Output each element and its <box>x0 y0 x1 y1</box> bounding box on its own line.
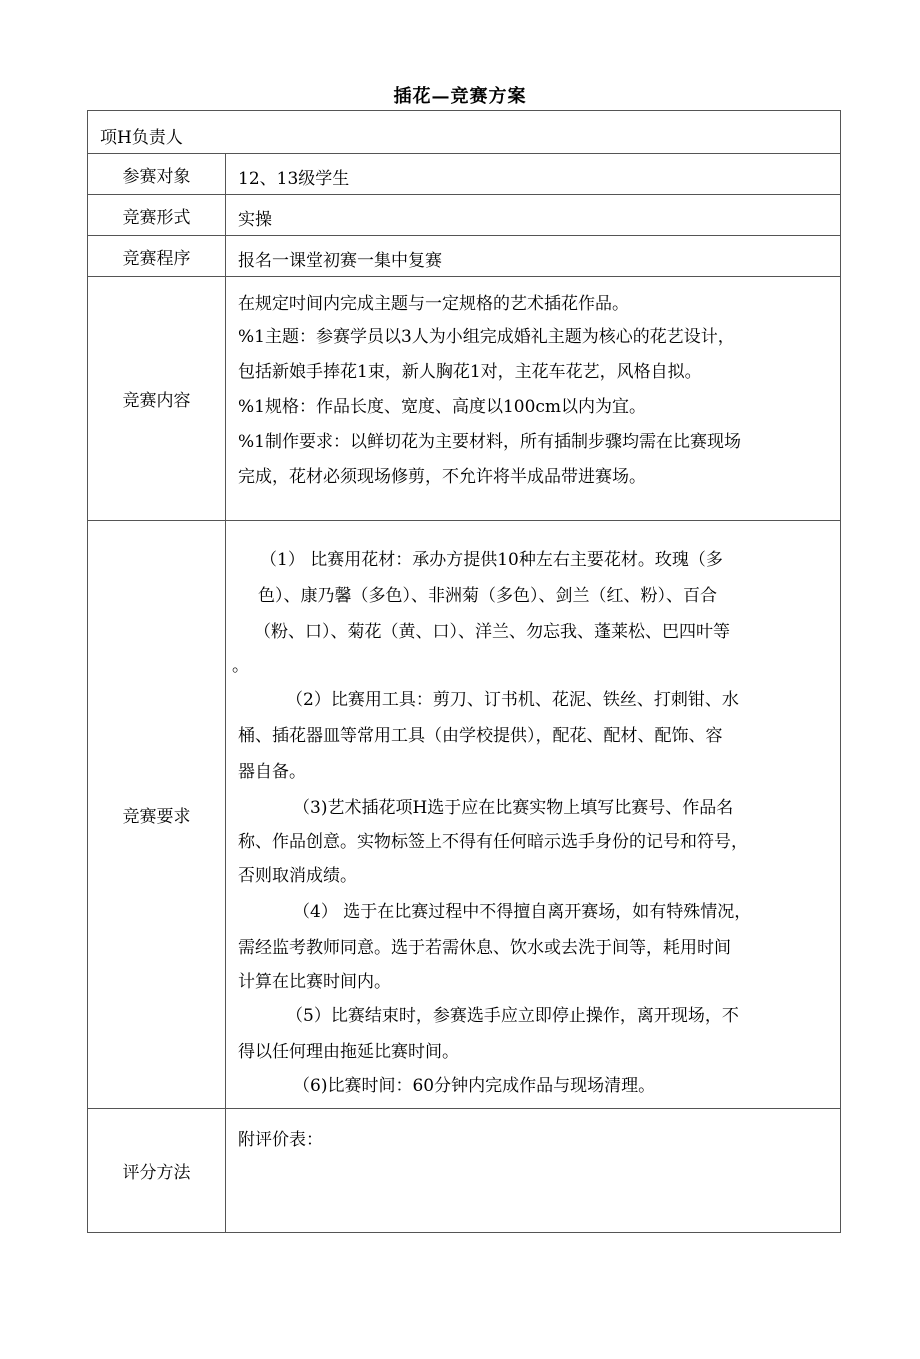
content-line: %1规格：作品长度、宽度、高度以100cm以内为宜。 <box>238 397 647 417</box>
requirements-line: （6)比赛时间：60分钟内完成作品与现场清理。 <box>293 1076 656 1096</box>
requirements-line: （2）比赛用工具：剪刀、订书机、花泥、铁丝、打刺钳、水 <box>286 690 739 710</box>
requirements-line: 得以任何理由拖延比赛时间。 <box>238 1042 459 1062</box>
requirements-line: 器自备。 <box>238 762 306 782</box>
requirements-line: 桶、插花器皿等常用工具（由学校提供），配花、配材、配饰、容 <box>238 726 723 746</box>
content-label: 竞赛内容 <box>88 277 226 520</box>
content-line: %1主题：参赛学员以3人为小组完成婚礼主题为核心的花艺设计， <box>238 327 735 347</box>
row-format <box>88 195 840 236</box>
row-procedure <box>88 236 840 277</box>
document-title: 插花—竞赛方案 <box>393 86 527 107</box>
row-requirements <box>88 521 840 1109</box>
requirements-line: 色）、康乃馨（多色）、非洲菊（多色）、剑兰（红、粉）、百合 <box>258 586 717 606</box>
participants-value: 12、13级学生 <box>238 169 350 189</box>
scoring-label: 评分方法 <box>88 1109 226 1232</box>
requirements-line: 称、作品创意。实物标签上不得有任何暗示选手身份的记号和符号， <box>238 832 748 852</box>
requirements-line: （1） 比赛用花材：承办方提供10种左右主要花材。玫瑰（多 <box>260 550 723 570</box>
row-project-lead <box>88 111 840 154</box>
row-content <box>88 277 840 521</box>
requirements-line: （粉、口）、菊花（黄、口）、洋兰、勿忘我、蓬莱松、巴四叶等 <box>254 622 730 642</box>
requirements-line: 否则取消成绩。 <box>238 866 357 886</box>
competition-table <box>87 110 841 1233</box>
row-participants <box>88 154 840 195</box>
project-lead-label: 项H负责人 <box>100 128 183 148</box>
content-line: 完成，花材必须现场修剪，不允许将半成品带进赛场。 <box>238 467 646 487</box>
participants-label: 参赛对象 <box>88 154 226 194</box>
procedure-label: 竞赛程序 <box>88 236 226 276</box>
content-line: 在规定吋间内完成主题与一定规格的艺术插花作品。 <box>238 294 629 314</box>
requirements-line: （5）比赛结束时，参赛选手应立即停止操作，离开现场，不 <box>286 1006 739 1026</box>
requirements-label: 竞赛要求 <box>88 521 226 1108</box>
requirements-line: 需经监考教师同意。选于若需休息、饮水或去洗于间等，耗用时间 <box>238 938 731 958</box>
content-line: %1制作要求：以鲜切花为主要材料，所有插制步骤均需在比赛现场 <box>238 432 741 452</box>
format-label: 竞赛形式 <box>88 195 226 235</box>
format-value: 实操 <box>238 210 272 230</box>
requirements-line: 。 <box>232 656 249 676</box>
requirements-line: （4） 选于在比赛过程中不得擅自离开赛场，如有特殊情况， <box>293 902 752 922</box>
requirements-line: 计算在比赛时间内。 <box>238 972 391 992</box>
row-scoring <box>88 1109 840 1232</box>
procedure-value: 报名一课堂初赛一集中复赛 <box>238 251 442 271</box>
content-line: 包括新娘手捧花1束，新人胸花1对，主花车花艺，风格自拟。 <box>238 362 702 382</box>
scoring-value: 附评价表： <box>238 1130 323 1150</box>
requirements-line: （3)艺术插花项H选于应在比赛实物上填写比赛号、作品名 <box>293 798 734 818</box>
